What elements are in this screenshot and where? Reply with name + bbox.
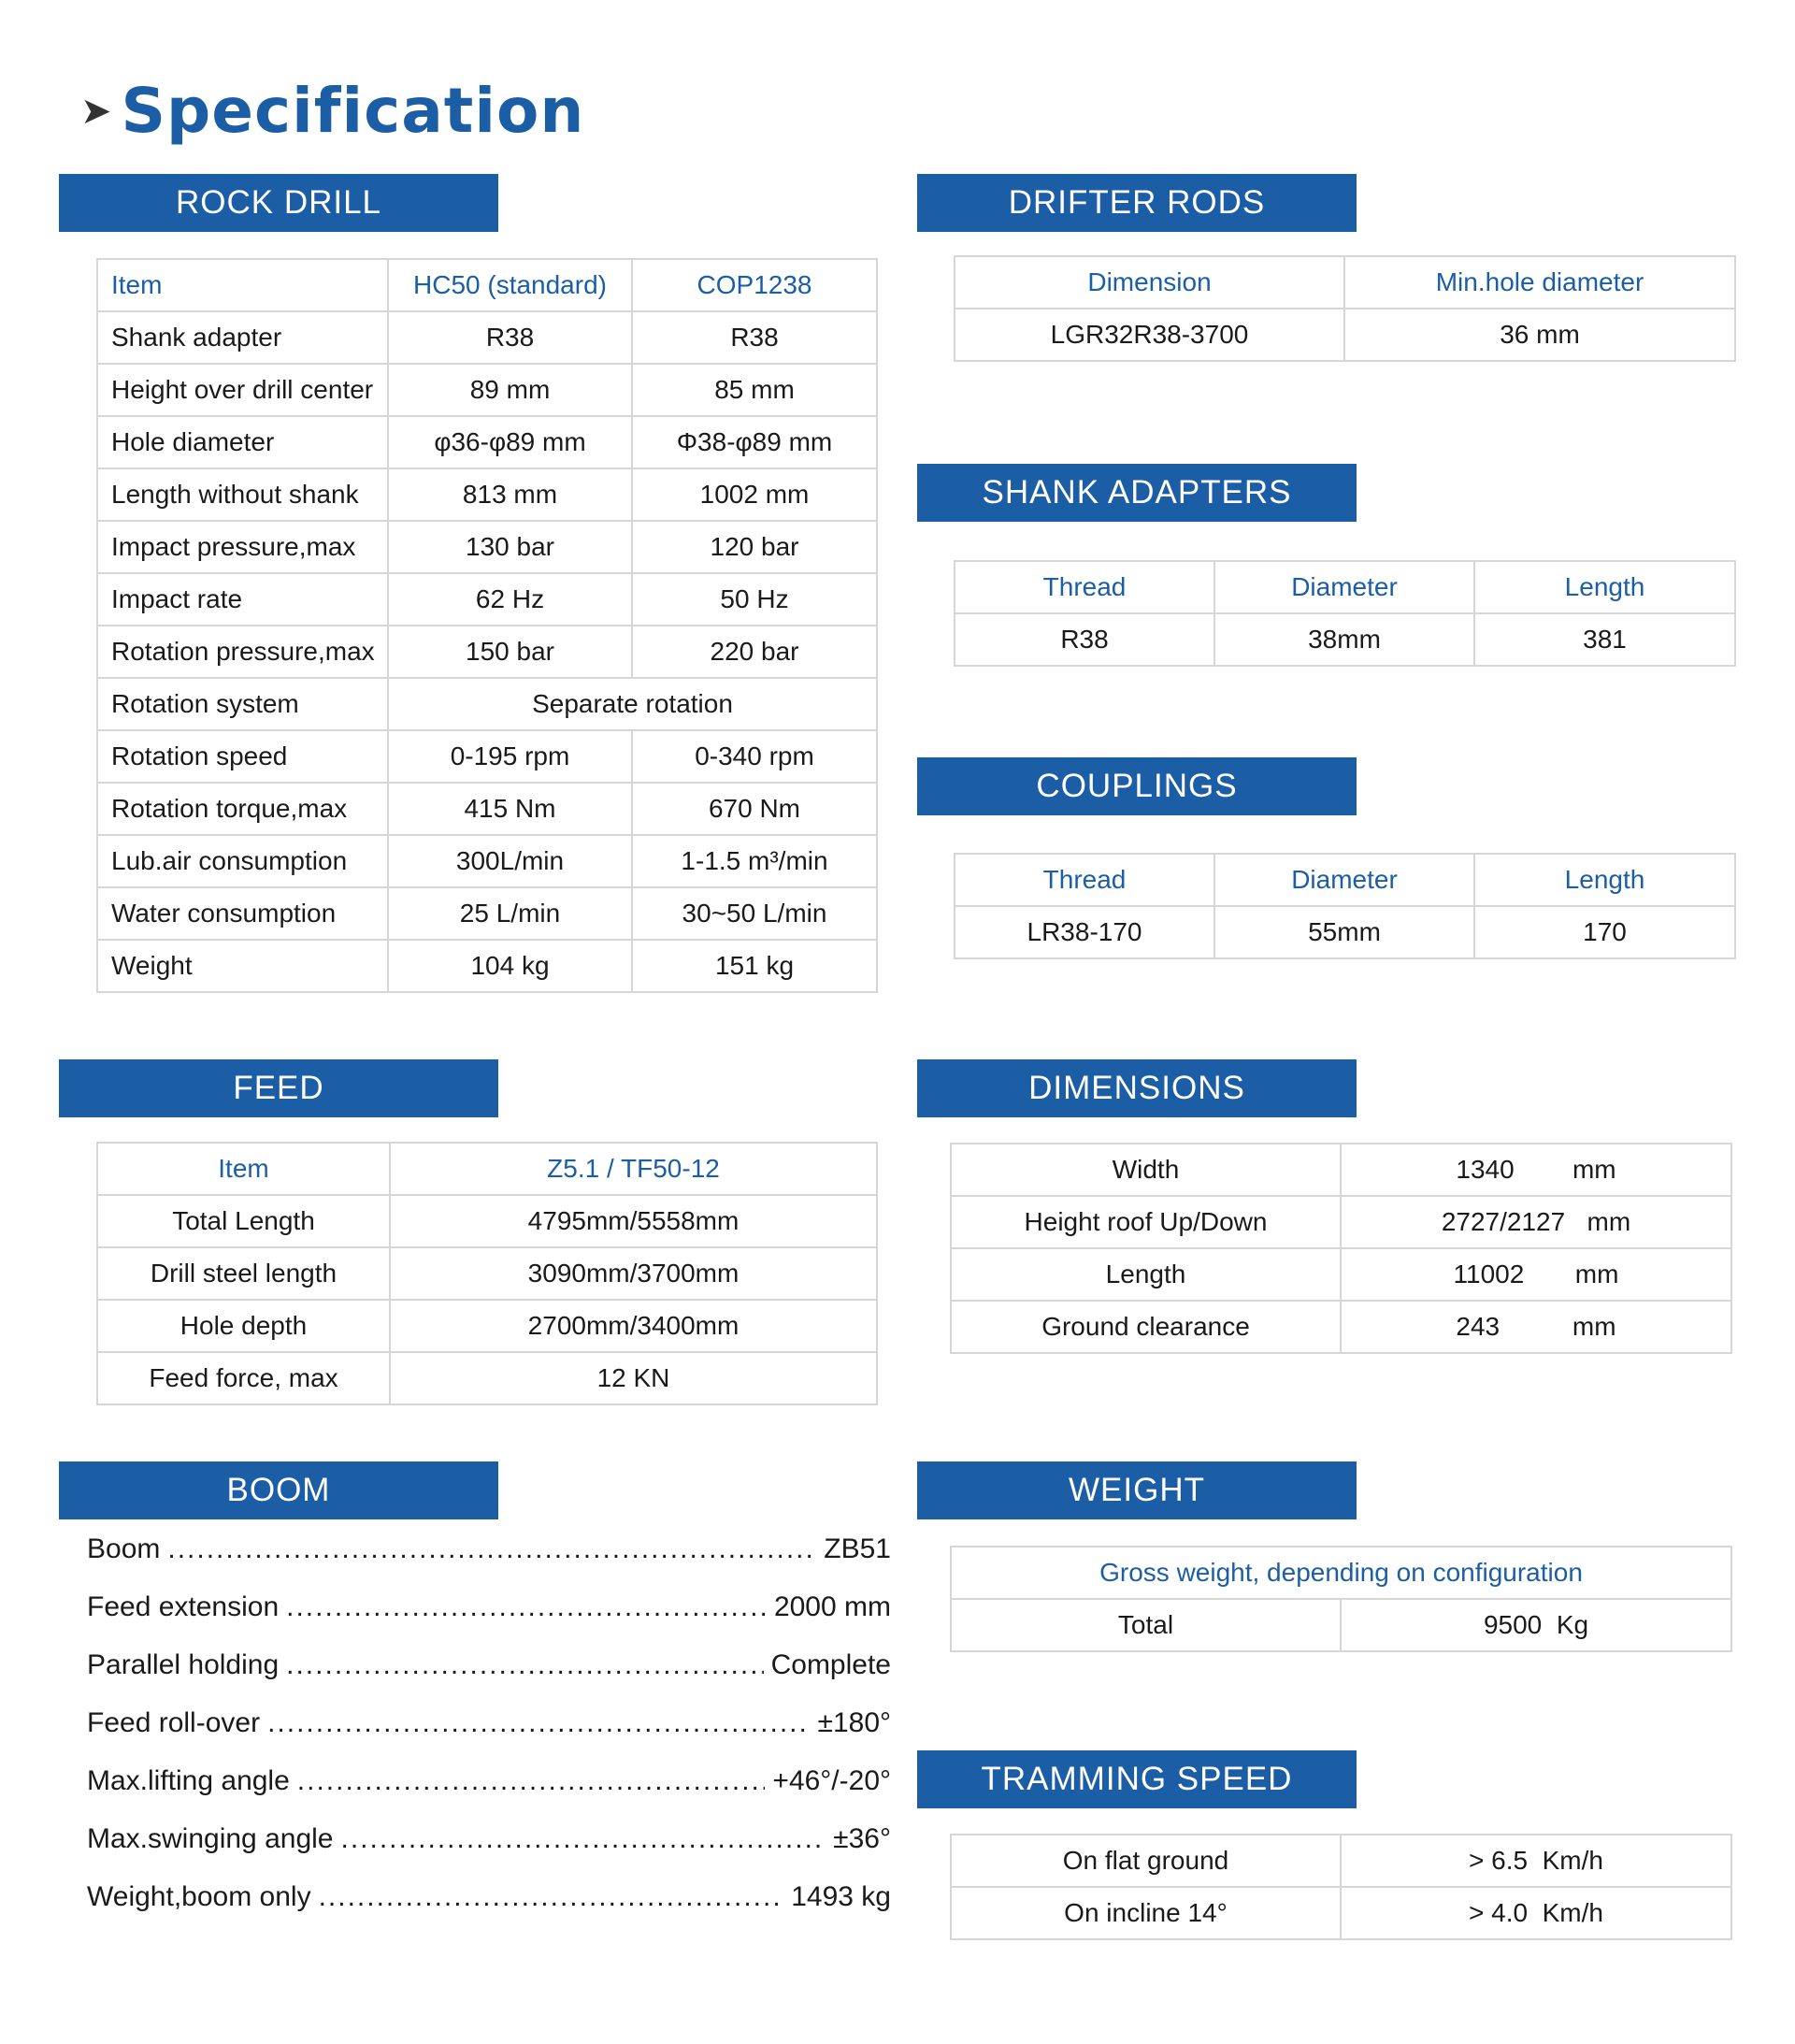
cell: 12 KN	[390, 1352, 877, 1404]
item-value: 2000 mm	[773, 1591, 891, 1622]
cell: Φ38-φ89 mm	[632, 416, 877, 468]
boom-list	[87, 1533, 891, 1939]
item-value: 1493 kg	[791, 1881, 891, 1912]
row-label: Hole diameter	[97, 416, 388, 468]
table-header-row	[955, 561, 1735, 613]
cell: 89 mm	[388, 364, 632, 416]
table-row	[951, 1196, 1731, 1248]
tramming-speed-heading: TRAMMING SPEED	[917, 1750, 1357, 1808]
row-label: Rotation torque,max	[97, 783, 388, 835]
table-row	[97, 1352, 877, 1404]
cell: 55mm	[1214, 906, 1474, 958]
cell: 0-340 rpm	[632, 730, 877, 783]
column-header: Thread	[955, 561, 1214, 613]
column-header: Item	[97, 1143, 390, 1195]
cell: 25 L/min	[388, 887, 632, 940]
column-header: HC50 (standard)	[388, 259, 632, 311]
cell: R38	[632, 311, 877, 364]
feed-table	[96, 1142, 878, 1405]
chevron-right-icon: ➤	[80, 90, 112, 132]
table-row	[97, 521, 877, 573]
list-item	[87, 1707, 891, 1765]
list-item	[87, 1649, 891, 1707]
cell: 130 bar	[388, 521, 632, 573]
row-label: Drill steel length	[97, 1247, 390, 1300]
table-row	[97, 364, 877, 416]
list-item	[87, 1533, 891, 1591]
item-label: Boom	[87, 1533, 161, 1564]
cell: 38mm	[1214, 613, 1474, 666]
cell	[1341, 1196, 1731, 1248]
row-label: Weight	[97, 940, 388, 992]
table-row	[97, 887, 877, 940]
cell: 2700mm/3400mm	[390, 1300, 877, 1352]
table-row	[951, 1887, 1731, 1939]
dot-leader	[297, 1765, 766, 1797]
column-header: Diameter	[1214, 854, 1474, 906]
row-label: Total	[951, 1599, 1341, 1651]
table-row	[955, 613, 1735, 666]
item-label: Max.lifting angle	[87, 1765, 290, 1796]
dot-leader	[267, 1707, 810, 1739]
cell: 1-1.5 m³/min	[632, 835, 877, 887]
cell: 1002 mm	[632, 468, 877, 521]
shank-adapters-heading: SHANK ADAPTERS	[917, 464, 1357, 522]
table-header-row	[955, 854, 1735, 906]
table-row	[951, 1144, 1731, 1196]
column-header: Diameter	[1214, 561, 1474, 613]
table-row	[97, 468, 877, 521]
item-label: Max.swinging angle	[87, 1823, 334, 1854]
item-label: Feed roll-over	[87, 1707, 261, 1738]
tramming-speed-table	[950, 1834, 1732, 1940]
page-title-block	[80, 75, 584, 147]
cell: Separate rotation	[388, 678, 877, 730]
table-row	[97, 1195, 877, 1247]
weight-caption: Gross weight, depending on configuration	[951, 1547, 1731, 1599]
cell: 4795mm/5558mm	[390, 1195, 877, 1247]
cell: 0-195 rpm	[388, 730, 632, 783]
page-title: Specification	[121, 75, 585, 147]
weight-heading: WEIGHT	[917, 1461, 1357, 1519]
weight-table	[950, 1546, 1732, 1652]
cell: 300L/min	[388, 835, 632, 887]
value: > 6.5	[1469, 1846, 1529, 1875]
row-label: Ground clearance	[951, 1301, 1341, 1353]
table-header-row	[955, 256, 1735, 309]
table-row	[97, 1247, 877, 1300]
item-label: Weight,boom only	[87, 1881, 311, 1912]
cell: 150 bar	[388, 626, 632, 678]
boom-heading: BOOM	[59, 1461, 498, 1519]
drifter-rods-table	[954, 255, 1736, 362]
unit: Km/h	[1542, 1898, 1603, 1927]
row-label: Rotation system	[97, 678, 388, 730]
table-header-row	[951, 1547, 1731, 1599]
cell	[1341, 1301, 1731, 1353]
table-row	[955, 309, 1735, 361]
drifter-rods-heading: DRIFTER RODS	[917, 174, 1357, 232]
column-header: Z5.1 / TF50-12	[390, 1143, 877, 1195]
row-label: Height roof Up/Down	[951, 1196, 1341, 1248]
row-label: Height over drill center	[97, 364, 388, 416]
shank-adapters-table	[954, 560, 1736, 667]
table-header-row	[97, 1143, 877, 1195]
item-label: Parallel holding	[87, 1649, 280, 1680]
list-item	[87, 1591, 891, 1649]
column-header: Thread	[955, 854, 1214, 906]
value: > 4.0	[1469, 1898, 1529, 1927]
table-row	[97, 678, 877, 730]
row-label: Shank adapter	[97, 311, 388, 364]
dot-leader	[340, 1823, 826, 1855]
row-label: Rotation speed	[97, 730, 388, 783]
item-value: +46°/-20°	[772, 1765, 891, 1796]
cell: 36 mm	[1344, 309, 1735, 361]
row-label: Feed force, max	[97, 1352, 390, 1404]
cell: 151 kg	[632, 940, 877, 992]
unit: mm	[1574, 1260, 1619, 1288]
value: 11002	[1453, 1260, 1525, 1288]
table-row	[97, 783, 877, 835]
rock-drill-heading: ROCK DRILL	[59, 174, 498, 232]
cell	[1341, 1599, 1731, 1651]
table-row	[97, 573, 877, 626]
couplings-heading: COUPLINGS	[917, 757, 1357, 815]
cell: LGR32R38-3700	[955, 309, 1344, 361]
cell: 415 Nm	[388, 783, 632, 835]
row-label: Length	[951, 1248, 1341, 1301]
row-label: Hole depth	[97, 1300, 390, 1352]
dot-leader	[286, 1591, 767, 1623]
column-header: Dimension	[955, 256, 1344, 309]
item-value: ZB51	[824, 1533, 891, 1564]
row-label: On flat ground	[951, 1835, 1341, 1887]
table-row	[97, 311, 877, 364]
cell: 813 mm	[388, 468, 632, 521]
dimensions-table	[950, 1143, 1732, 1354]
cell	[1341, 1887, 1731, 1939]
table-row	[951, 1599, 1731, 1651]
cell: 62 Hz	[388, 573, 632, 626]
table-row	[955, 906, 1735, 958]
unit: Km/h	[1542, 1846, 1603, 1875]
cell: 381	[1474, 613, 1735, 666]
dot-leader	[167, 1533, 816, 1565]
value: 2727/2127	[1441, 1207, 1566, 1236]
table-row	[951, 1835, 1731, 1887]
table-row	[97, 626, 877, 678]
row-label: Lub.air consumption	[97, 835, 388, 887]
row-label: Impact pressure,max	[97, 521, 388, 573]
cell: 104 kg	[388, 940, 632, 992]
cell: LR38-170	[955, 906, 1214, 958]
row-label: Width	[951, 1144, 1341, 1196]
column-header: Item	[97, 259, 388, 311]
row-label: On incline 14°	[951, 1887, 1341, 1939]
cell: R38	[955, 613, 1214, 666]
cell: 85 mm	[632, 364, 877, 416]
value: 1340	[1456, 1155, 1515, 1184]
value: 243	[1456, 1312, 1501, 1341]
row-label: Length without shank	[97, 468, 388, 521]
table-row	[951, 1248, 1731, 1301]
cell: 670 Nm	[632, 783, 877, 835]
cell	[1341, 1835, 1731, 1887]
cell: 220 bar	[632, 626, 877, 678]
item-value: Complete	[770, 1649, 891, 1680]
table-row	[97, 416, 877, 468]
dot-leader	[319, 1881, 784, 1913]
list-item	[87, 1765, 891, 1823]
couplings-table	[954, 853, 1736, 959]
table-row	[97, 835, 877, 887]
unit: mm	[1572, 1312, 1616, 1341]
column-header: Min.hole diameter	[1344, 256, 1735, 309]
row-label: Rotation pressure,max	[97, 626, 388, 678]
unit: mm	[1572, 1155, 1616, 1184]
item-value: ±36°	[833, 1823, 891, 1854]
list-item	[87, 1881, 891, 1939]
unit: Kg	[1556, 1610, 1589, 1639]
unit: mm	[1587, 1207, 1631, 1236]
row-label: Total Length	[97, 1195, 390, 1247]
table-row	[951, 1301, 1731, 1353]
column-header: Length	[1474, 561, 1735, 613]
column-header: COP1238	[632, 259, 877, 311]
cell: R38	[388, 311, 632, 364]
list-item	[87, 1823, 891, 1881]
table-row	[97, 1300, 877, 1352]
cell: 3090mm/3700mm	[390, 1247, 877, 1300]
row-label: Impact rate	[97, 573, 388, 626]
table-row	[97, 730, 877, 783]
cell: 170	[1474, 906, 1735, 958]
cell: 30~50 L/min	[632, 887, 877, 940]
column-header: Length	[1474, 854, 1735, 906]
cell: 120 bar	[632, 521, 877, 573]
cell	[1341, 1144, 1731, 1196]
dimensions-heading: DIMENSIONS	[917, 1059, 1357, 1117]
value: 9500	[1483, 1610, 1543, 1639]
rock-drill-table	[96, 258, 878, 993]
item-value: ±180°	[817, 1707, 891, 1738]
feed-heading: FEED	[59, 1059, 498, 1117]
cell: φ36-φ89 mm	[388, 416, 632, 468]
item-label: Feed extension	[87, 1591, 280, 1622]
cell	[1341, 1248, 1731, 1301]
cell: 50 Hz	[632, 573, 877, 626]
row-label: Water consumption	[97, 887, 388, 940]
dot-leader	[286, 1649, 763, 1681]
table-row	[97, 940, 877, 992]
table-header-row	[97, 259, 877, 311]
